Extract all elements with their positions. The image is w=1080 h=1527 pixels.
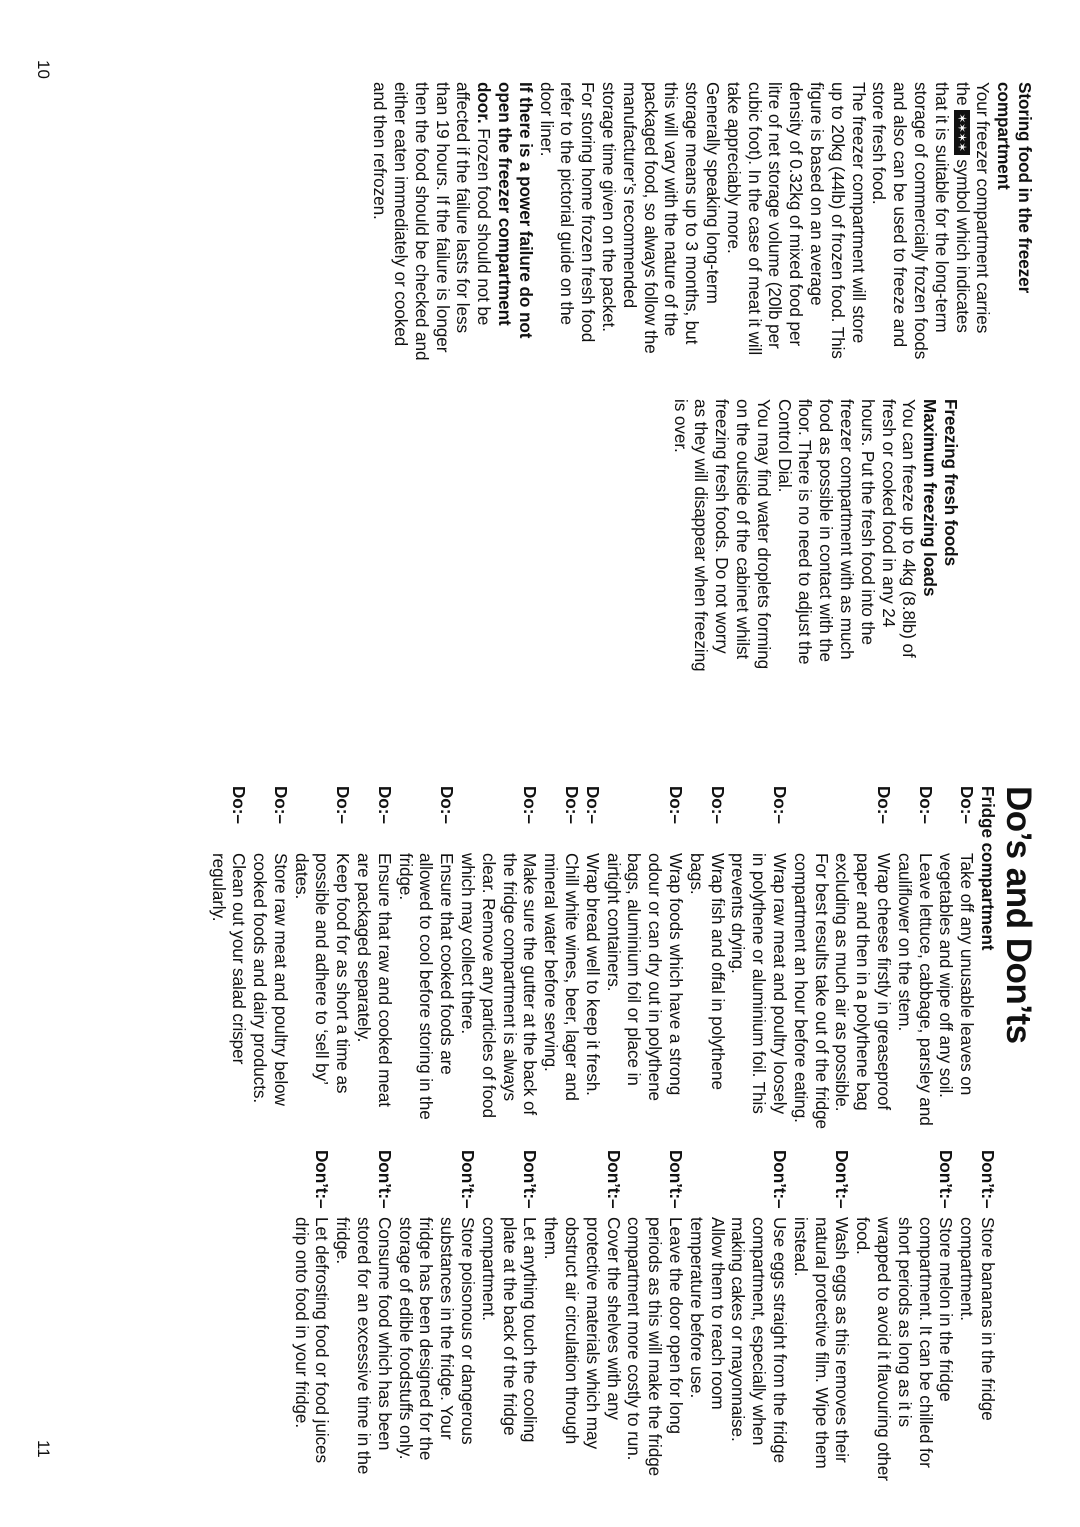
freezing-fresh-paragraph-2: You may find water droplets forming on the outside of the cabinet whilst freezing fresh foods. Do not worry as they will disappear when freezing is over.: [670, 399, 774, 672]
dont-item: [790, 1150, 852, 1483]
do-text: Clean out your salad crisper regularly.: [208, 853, 250, 1065]
do-item: [936, 786, 978, 1131]
dont-label: Don’t:–: [770, 1150, 791, 1209]
dont-text: Let anything touch the cooling plate at the back of the fridge compartment.: [478, 1217, 541, 1443]
do-label: Do:–: [666, 786, 687, 824]
dont-label: Don’t:–: [666, 1150, 687, 1209]
do-item: [249, 786, 291, 1131]
do-item: [686, 786, 728, 1131]
do-item: [728, 786, 790, 1131]
dont-text: Consume food which has been stored for an excessive time in the fridge.: [333, 1217, 395, 1475]
dont-text: Store bananas in the fridge compartment.: [957, 1217, 998, 1421]
do-text: Store raw meat and poultry below cooked foods and dairy products.: [250, 853, 291, 1106]
dos-list: [208, 786, 977, 1131]
do-text: Keep food for as short a time as possible and adhere to ‘sell by’ dates.: [291, 853, 354, 1094]
do-label: Do:–: [520, 786, 541, 824]
do-item: [208, 786, 250, 1131]
do-item: [353, 786, 395, 1131]
do-text: Wrap fish and offal in polythene bags.: [686, 853, 728, 1090]
dont-item: [333, 1150, 395, 1483]
do-label: Do:–: [333, 786, 354, 824]
dont-label: Don’t:–: [603, 1150, 624, 1209]
freezing-loads-subheading: Maximum freezing loads: [920, 399, 941, 597]
dont-item: [540, 1150, 623, 1483]
power-failure-paragraph: If there is a power failure do not open the freezer compartment door. Frozen food should not be affected if the failure lasts for less than 19 hours. If the failure is longer then the food should be checked and either eaten immediately or cooked and then refrozen.: [370, 82, 536, 361]
do-item: [540, 786, 582, 1131]
dont-item: [852, 1150, 956, 1483]
do-label: Do:–: [437, 786, 458, 824]
do-item: [291, 786, 353, 1131]
do-item: [894, 786, 936, 1131]
freezing-fresh-heading: Freezing fresh foods: [941, 399, 961, 567]
do-label: Do:–: [707, 786, 728, 824]
dont-text: Store melon in the fridge compartment. It can be chilled for short periods as long as it is wrapped to avoid it flavouring other food.: [853, 1217, 957, 1481]
do-item: [790, 786, 894, 1131]
dont-item: [956, 1150, 998, 1483]
dont-label: Don’t:–: [520, 1150, 541, 1209]
do-text: Wrap foods which have a strong odour or can dry out in polythene bags, aluminium foil or place in airtight containers.: [603, 853, 687, 1101]
dont-item: [478, 1150, 540, 1483]
dont-text: Store poisonous or dangerous substances in the fridge. Your fridge has been designed for the storage of edible foodstuffs only.: [395, 1217, 479, 1461]
freezing-fresh-paragraph-1: You can freeze up to 4kg (8.8lb) of fresh or cooked food in any 24 hours. Put the fresh food into the freezer compartment with as much food as possible in contact with the floor. There is no need to adjust the Control Dial.: [774, 399, 920, 665]
do-text: Chill white wines, beer, lager and mineral water before serving.: [541, 853, 583, 1101]
dont-text: Use eggs straight from the fridge compartment, especially when making cakes or mayonnaise. Allow them to reach room temperature before use.: [686, 1217, 791, 1464]
do-text: Take off any unusable leaves on vegetables and wipe off any soil.: [936, 853, 978, 1098]
do-text: Wrap cheese firstly in greaseproof paper and then in a polythene bag excluding as much air as possible. For best results take out of the fridge compartment an hour before eating.: [790, 853, 895, 1130]
donts-list: [291, 1150, 998, 1483]
dont-item: [686, 1150, 790, 1483]
power-failure-warning: If there is a power failure do not open the freezer compartment door.: [474, 82, 536, 339]
freezing-fresh-column: [670, 399, 961, 674]
page-number-right: 11: [34, 1440, 53, 1458]
do-text: Wrap raw meat and poultry loosely in polythene or aluminium foil. This prevents drying.: [728, 853, 791, 1114]
do-label: Do:–: [270, 786, 291, 824]
four-star-freezer-symbol-icon: ✶✶✶✶: [954, 110, 970, 154]
donts-column: [291, 1150, 998, 1483]
freezer-storage-paragraph-3: Generally speaking long-term storage means up to 3 months, but this will vary with the nature of the packaged food, so always follow the manufacturer’s recommended storage time given on the packet. For storing home frozen fresh food refer to the pictorial guide on the door liner.: [536, 82, 724, 354]
dont-label: Don’t:–: [458, 1150, 479, 1209]
do-label: Do:–: [562, 786, 583, 824]
dos-column: [208, 786, 1038, 1131]
do-text: Ensure that cooked foods are allowed to cool before storing in the fridge.: [395, 853, 458, 1120]
do-item: [582, 786, 603, 1131]
do-text: Ensure that raw and cooked meat are packaged separately.: [354, 853, 395, 1107]
freezer-storage-paragraph-2: The freezer compartment will store up to 20kg (44lb) of frozen food. This figure is based on an average density of 0.32kg of mixed food per litre of net storage volume (20lb per cubic foot). In the case of meat it will take appreciably more.: [723, 82, 869, 359]
dont-text: Leave the door open for long periods as this will make the fridge compartment more costly to run.: [624, 1217, 687, 1477]
do-label: Do:–: [874, 786, 895, 824]
page-number-left: 10: [34, 60, 53, 79]
dont-label: Don’t:–: [978, 1150, 998, 1209]
dont-item: [624, 1150, 686, 1483]
dos-donts-title: Do’s and Don’ts: [999, 786, 1038, 1044]
do-label: Do:–: [957, 786, 978, 824]
do-item: [395, 786, 457, 1131]
do-label: Do:–: [374, 786, 395, 824]
dont-text: Let defrosting food or food juices drip onto food in your fridge.: [291, 1217, 333, 1463]
dont-label: Don’t:–: [936, 1150, 957, 1209]
do-label: Do:–: [582, 786, 603, 824]
freezer-storage-paragraph-1: Your freezer compartment carries the ✶✶✶✶ symbol which indicates that it is suitable for the long-term storage of commercially frozen foods and also can be used to freeze and store fresh food.: [869, 82, 994, 360]
do-label: Do:–: [915, 786, 936, 824]
dont-text: Cover the shelves with any protective materials which may obstruct air circulation through them.: [541, 1217, 624, 1449]
dont-text: Wash eggs as this removes their natural protective film. Wipe them instead.: [790, 1217, 853, 1469]
do-item: [603, 786, 686, 1131]
freezer-storage-column: [370, 82, 1036, 361]
fridge-compartment-heading: Fridge compartment: [978, 786, 998, 951]
dont-item: [291, 1150, 333, 1483]
do-text: Make sure the gutter at the back of the fridge compartment is always clear. Remove any particles of food which may collect there.: [458, 853, 541, 1118]
do-text: Leave lettuce, cabbage, parsley and cauliflower on the stem.: [894, 853, 936, 1126]
dont-item: [395, 1150, 478, 1483]
do-item: [457, 786, 540, 1131]
do-label: Do:–: [770, 786, 791, 824]
dont-label: Don’t:–: [832, 1150, 853, 1209]
dont-label: Don’t:–: [312, 1150, 333, 1209]
do-text: Wrap bread well to keep it fresh.: [582, 853, 603, 1096]
do-label: Do:–: [229, 786, 250, 824]
freezer-storage-heading: Storing food in the freezer compartment: [994, 82, 1035, 294]
dont-label: Don’t:–: [374, 1150, 395, 1209]
